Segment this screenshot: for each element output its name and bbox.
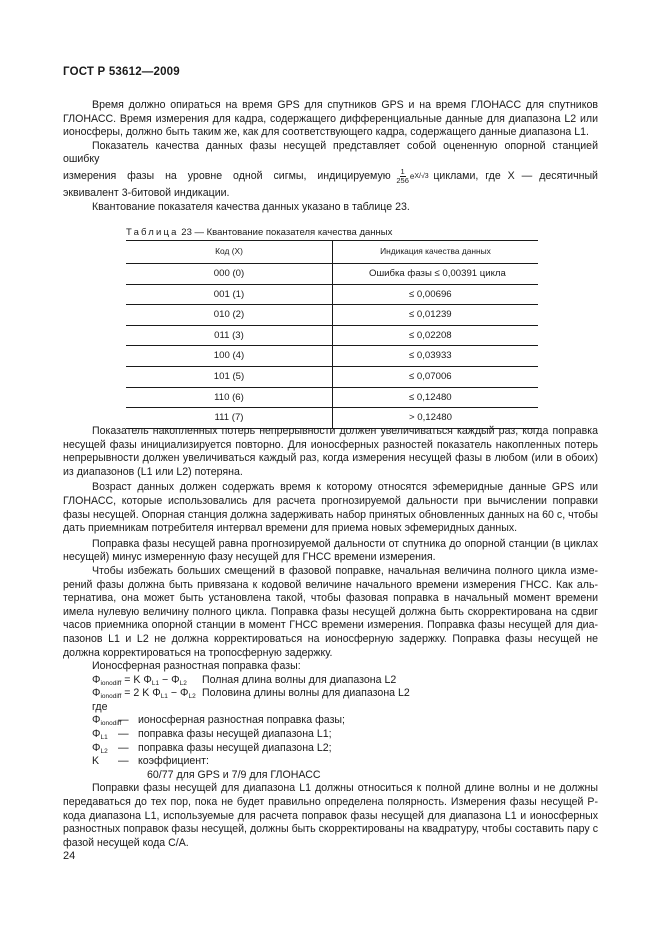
exponent: X/√3 [414,173,429,181]
indication-cell: ≤ 0,03933 [333,346,539,367]
formula-minus: − Φ [159,673,180,686]
table-row [126,325,538,346]
symbol-subscript: L1 [100,734,108,742]
quality-formula-pre: измерения фазы на уровне одной сигмы, индицируемую [63,170,391,183]
definition-symbol [63,728,118,742]
symbol: Φ [92,728,101,741]
sub-l2: L2 [179,679,187,687]
indication-cell: Ошибка фазы ≤ 0,00391 цикла [333,264,539,285]
definition-row [63,755,598,769]
code-cell: 111 (7) [126,408,333,429]
symbol: K [92,755,100,768]
indication-cell: ≤ 0,00696 [333,284,539,305]
column-header-indication: Индикация качества данных [333,241,539,264]
phi-subscript: ionodiff [100,693,122,701]
code-cell: 101 (5) [126,366,333,387]
quality-formula [395,168,428,185]
definition-symbol [63,742,118,756]
sub-l1: L1 [151,679,160,687]
paragraph-3bit: эквивалент 3-битовой индикации. [63,186,230,199]
formula-rhs: = K Φ [124,673,152,686]
code-cell: 000 (0) [126,264,333,285]
phi-symbol: Φ [92,673,101,686]
table-caption-text: 23 — Квантование показателя качества данных [181,227,393,238]
indication-cell: ≤ 0,01239 [333,305,539,326]
column-header-code: Код (X) [126,241,333,264]
formula-expression [63,687,202,701]
table-row [126,387,538,408]
definition-text: поправка фазы несущей диапазона L2; [138,741,332,754]
indication-cell: ≤ 0,02208 [333,325,539,346]
code-cell: 010 (2) [126,305,333,326]
table-row [126,264,538,285]
quality-formula-line [63,167,598,187]
code-cell: 001 (1) [126,284,333,305]
formula-row-half-wave [63,687,598,701]
definition-row [63,728,598,742]
formula-expression [63,674,202,688]
definition-dash: — [118,755,129,768]
definition-symbol [63,755,118,769]
definition-dash: — [118,714,129,727]
exp-base: e [409,172,415,182]
definition-row [63,742,598,756]
indication-cell: ≤ 0,12480 [333,387,539,408]
symbol-subscript: L2 [100,747,108,755]
table-caption [126,226,392,240]
phi-symbol: Φ [92,687,101,700]
definition-text: поправка фазы несущей диапазона L1; [138,728,332,741]
fraction-numerator: 1 [400,167,405,177]
page-number: 24 [63,850,76,862]
k-value: 60/77 для GPS и 7/9 для ГЛОНАСС [147,768,321,781]
definition-dash: — [118,728,129,741]
paragraph-quality-indicator: Показатель качества данных фазы несущей представляет собой оцененную опорной станцией ошибку [63,139,598,166]
paragraph-continuity-loss: Показатель накопленных потерь непрерывности должен увеличиваться каждый раз, когда поправка несущей фазы инициализируется повторно. Для ионосферных разностей показатель накопленных потерь непрерывности должен увеличиваться каждый раз, когда измерения несущей фазы в любом (или в обоих) из диапазонов (L1 или L2) потеряна. [63,425,598,478]
code-cell: 011 (3) [126,325,333,346]
fraction [396,168,409,185]
quality-formula-post: циклами, где X — десятичный [433,170,598,183]
table-caption-prefix: Таблица [126,227,179,238]
definition-text: ионосферная разностная поправка фазы; [138,714,345,727]
document-header: ГОСТ Р 53612—2009 [63,66,180,78]
symbol-subscript: ionodiff [100,720,122,728]
paragraph-data-age: Возраст данных должен содержать время к которому относятся эфемеридные данные GPS или ГЛОНАСС, которые использовались для расчета прогнозируемой дальности при вычислении поправки фазы несущей. Опорная станция должна задерживать набор принятых обновленных данных на 60 с, чтобы дать приемникам потребителя интервал времени для приема новых эфемеридных данных. [63,481,598,535]
formula-row-full-wave [63,674,598,688]
quantization-table [126,240,538,429]
table-row [126,366,538,387]
where-label: где [92,700,108,713]
definition-symbol [63,714,122,728]
paragraph-iono-diff: Ионосферная разностная поправка фазы: [92,660,301,673]
indication-cell: ≤ 0,07006 [333,366,539,387]
table-row [126,284,538,305]
formula-description: Полная длина волны для диапазона L2 [202,673,397,686]
definition-dash: — [118,741,129,754]
intro-section [63,99,598,214]
table-row [126,346,538,367]
definition-text: коэффициент: [138,755,209,768]
definition-row [63,714,598,728]
sub-l1: L1 [160,693,168,701]
main-section [63,425,598,850]
code-cell: 100 (4) [126,346,333,367]
symbol: Φ [92,714,101,727]
sub-l2: L2 [188,693,196,701]
table-header-row [126,241,538,264]
paragraph-time-reference: Время должно опираться на время GPS для спутников GPS и на время ГЛОНАСС для спутников ГЛОНАСС. Время измерения для кадра, содержащего дифференциальные данные для диапазона L2 или ионосферы, должно быть таким же, как для соответствующего кадра, содержащего данные диапазона L1. [63,99,598,139]
paragraph-l1-corrections: Поправки фазы несущей для диапазона L1 должны относиться к полной длине волны и не должны передаваться до тех пор, пока не будет правильно определена полярность. Измерения фазы несущей P-кода диапазона L1, используемые для расчета поправок фазы несущей для диапазона L1 и ионосферных разностных поправок фазы несущей, должны быть скорректированы на квадратуру, чтобы составить пару с фазой несущей кода C/A. [63,782,598,849]
formula-minus: − Φ [167,687,189,700]
code-cell: 110 (6) [126,387,333,408]
phi-subscript: ionodiff [100,679,122,687]
indication-cell: > 0,12480 [333,408,539,429]
paragraph-phase-correction: Поправка фазы несущей равна прогнозируемой дальности от спутника до опорной станции (в циклах несущей) минус измеренную фазу несущей для ГНСС времени измерения. [63,537,598,564]
symbol: Φ [92,741,101,754]
formula-description: Половина длины волны для диапазона L2 [202,687,410,700]
fraction-denominator: 256 [396,176,409,186]
table-row [126,305,538,326]
formula-rhs: = 2 K Φ [124,687,161,700]
paragraph-table-ref: Квантование показателя качества данных указано в таблице 23. [92,200,410,213]
paragraph-offset: Чтобы избежать больших смещений в фазовой поправке, начальная величина полного цикла измерений фазы должна быть привязана к кодовой величине начального времени измерения ГНСС. Как альтернатива, она может быть установлена такой, чтобы фазовая поправка в начальный момент времени имела нулевую величину полного цикла. Поправка фазы несущей должна быть скорректирована на сдвиг часов приемника опорной станции в момент ГНСС времени измерения. Поправка фазы несущей для диапазонов L1 и L2 не должна корректироваться на ионосферную задержку. Поправка фазы несущей не должна корректироваться на тропосферную задержку. [63,564,598,659]
